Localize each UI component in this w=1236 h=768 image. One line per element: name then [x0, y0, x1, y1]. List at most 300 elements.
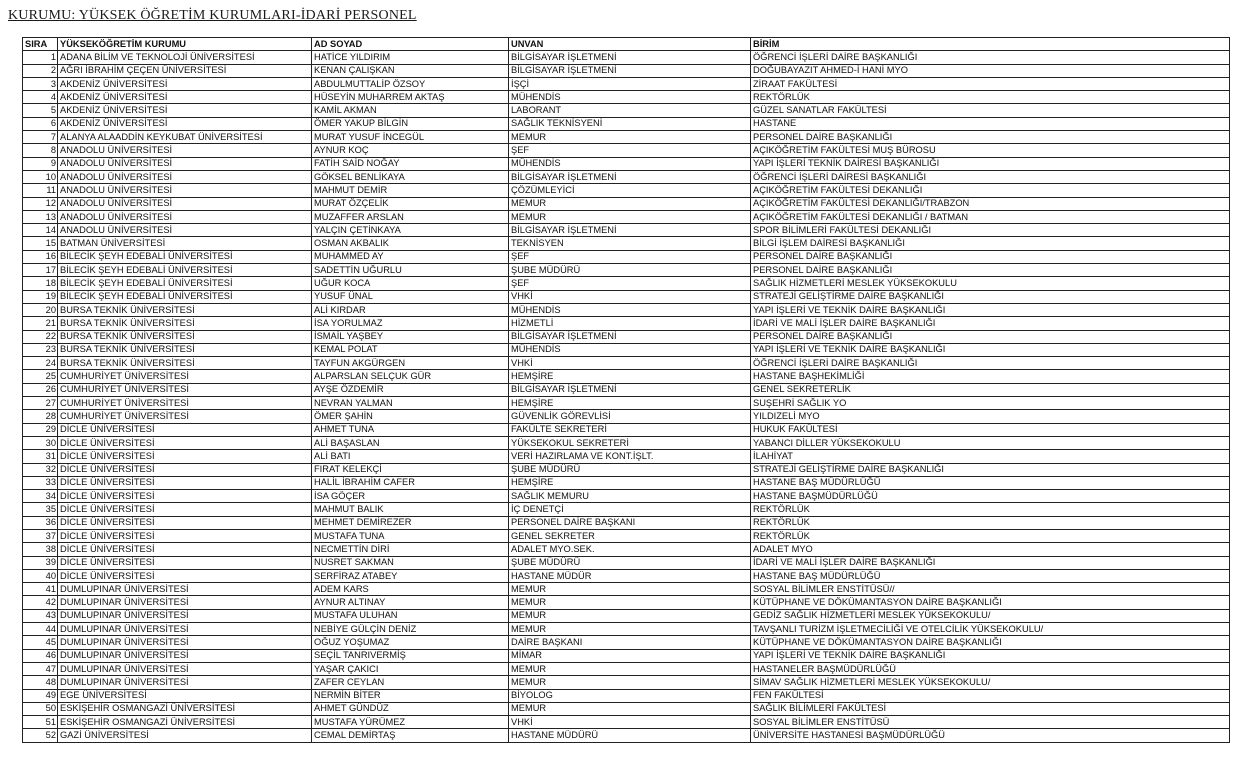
cell-sira: 27	[23, 397, 58, 410]
cell-sira: 46	[23, 649, 58, 662]
table-row	[23, 543, 1230, 556]
table-row	[23, 250, 1230, 263]
cell-birim: HASTANE	[751, 117, 1230, 130]
cell-sira: 10	[23, 170, 58, 183]
column-header-unvan: UNVAN	[509, 38, 751, 51]
cell-ad-soyad: NECMETTİN DİRİ	[312, 543, 509, 556]
table-row	[23, 689, 1230, 702]
cell-sira: 11	[23, 184, 58, 197]
cell-kurum: CUMHURİYET ÜNİVERSİTESİ	[58, 410, 312, 423]
cell-unvan: MEMUR	[509, 702, 751, 715]
cell-unvan: ÇÖZÜMLEYİCİ	[509, 184, 751, 197]
table-row	[23, 343, 1230, 356]
cell-birim: DOĞUBAYAZIT AHMED-İ HANİ MYO	[751, 64, 1230, 77]
cell-ad-soyad: UĞUR KOCA	[312, 277, 509, 290]
cell-sira: 9	[23, 157, 58, 170]
cell-sira: 26	[23, 383, 58, 396]
cell-birim: HASTANE BAŞMÜDÜRLÜĞÜ	[751, 490, 1230, 503]
cell-sira: 35	[23, 503, 58, 516]
cell-ad-soyad: GÖKSEL BENLİKAYA	[312, 170, 509, 183]
cell-sira: 29	[23, 423, 58, 436]
cell-kurum: ADANA BİLİM VE TEKNOLOJİ ÜNİVERSİTESİ	[58, 51, 312, 64]
table-row	[23, 91, 1230, 104]
table-row	[23, 716, 1230, 729]
cell-kurum: EGE ÜNİVERSİTESİ	[58, 689, 312, 702]
cell-kurum: BURSA TEKNİK ÜNİVERSİTESİ	[58, 343, 312, 356]
table-row	[23, 636, 1230, 649]
cell-birim: YAPI İŞLERİ VE TEKNİK DAİRE BAŞKANLIĞI	[751, 649, 1230, 662]
cell-unvan: BİLGİSAYAR İŞLETMENİ	[509, 224, 751, 237]
cell-ad-soyad: AHMET TUNA	[312, 423, 509, 436]
cell-ad-soyad: NEVRAN YALMAN	[312, 397, 509, 410]
cell-sira: 34	[23, 490, 58, 503]
cell-kurum: DİCLE ÜNİVERSİTESİ	[58, 436, 312, 449]
cell-ad-soyad: AYNUR ALTINAY	[312, 596, 509, 609]
cell-sira: 37	[23, 529, 58, 542]
cell-kurum: AKDENİZ ÜNİVERSİTESİ	[58, 77, 312, 90]
cell-kurum: DİCLE ÜNİVERSİTESİ	[58, 556, 312, 569]
cell-sira: 6	[23, 117, 58, 130]
cell-kurum: ANADOLU ÜNİVERSİTESİ	[58, 170, 312, 183]
cell-ad-soyad: SEÇİL TANRIVERMİŞ	[312, 649, 509, 662]
page-title: KURUMU: YÜKSEK ÖĞRETİM KURUMLARI-İDARİ PERSONEL	[8, 8, 417, 23]
cell-birim: AÇIKÖĞRETİM FAKÜLTESİ MUŞ BÜROSU	[751, 144, 1230, 157]
cell-sira: 25	[23, 370, 58, 383]
cell-sira: 23	[23, 343, 58, 356]
cell-unvan: PERSONEL DAİRE BAŞKANI	[509, 516, 751, 529]
cell-kurum: DUMLUPINAR ÜNİVERSİTESİ	[58, 649, 312, 662]
cell-unvan: İŞÇİ	[509, 77, 751, 90]
table-row	[23, 702, 1230, 715]
cell-birim: SUŞEHRİ SAĞLIK YO	[751, 397, 1230, 410]
cell-ad-soyad: MAHMUT DEMİR	[312, 184, 509, 197]
cell-birim: HASTANELER BAŞMÜDÜRLÜĞÜ	[751, 662, 1230, 675]
cell-unvan: SAĞLIK MEMURU	[509, 490, 751, 503]
table-row	[23, 170, 1230, 183]
cell-birim: HUKUK FAKÜLTESİ	[751, 423, 1230, 436]
cell-kurum: ANADOLU ÜNİVERSİTESİ	[58, 197, 312, 210]
table-row	[23, 596, 1230, 609]
table-row	[23, 662, 1230, 675]
cell-kurum: ESKİŞEHİR OSMANGAZİ ÜNİVERSİTESİ	[58, 716, 312, 729]
cell-sira: 39	[23, 556, 58, 569]
table-row	[23, 277, 1230, 290]
cell-birim: ÖĞRENCİ İŞLERİ DAİRE BAŞKANLIĞI	[751, 357, 1230, 370]
cell-birim: FEN FAKÜLTESİ	[751, 689, 1230, 702]
cell-ad-soyad: ALPARSLAN SELÇUK GÜR	[312, 370, 509, 383]
column-header-kurum: YÜKSEKÖĞRETİM KURUMU	[58, 38, 312, 51]
cell-birim: SOSYAL BİLİMLER ENSTİTÜSÜ	[751, 716, 1230, 729]
cell-kurum: DUMLUPINAR ÜNİVERSİTESİ	[58, 583, 312, 596]
cell-sira: 30	[23, 436, 58, 449]
cell-unvan: BİLGİSAYAR İŞLETMENİ	[509, 383, 751, 396]
cell-ad-soyad: ADEM KARS	[312, 583, 509, 596]
cell-birim: REKTÖRLÜK	[751, 516, 1230, 529]
table-row	[23, 423, 1230, 436]
cell-sira: 48	[23, 676, 58, 689]
cell-unvan: MEMUR	[509, 596, 751, 609]
cell-sira: 24	[23, 357, 58, 370]
table-row	[23, 303, 1230, 316]
cell-unvan: VHKİ	[509, 290, 751, 303]
cell-kurum: DUMLUPINAR ÜNİVERSİTESİ	[58, 596, 312, 609]
table-row	[23, 290, 1230, 303]
table-row	[23, 330, 1230, 343]
cell-ad-soyad: AYNUR KOÇ	[312, 144, 509, 157]
cell-kurum: ESKİŞEHİR OSMANGAZİ ÜNİVERSİTESİ	[58, 702, 312, 715]
cell-kurum: DUMLUPINAR ÜNİVERSİTESİ	[58, 676, 312, 689]
cell-unvan: HASTANE MÜDÜR	[509, 569, 751, 582]
cell-birim: PERSONEL DAİRE BAŞKANLIĞI	[751, 330, 1230, 343]
cell-kurum: AKDENİZ ÜNİVERSİTESİ	[58, 117, 312, 130]
table-row	[23, 397, 1230, 410]
cell-ad-soyad: YALÇIN ÇETİNKAYA	[312, 224, 509, 237]
cell-sira: 20	[23, 303, 58, 316]
cell-sira: 33	[23, 476, 58, 489]
table-row	[23, 729, 1230, 742]
cell-birim: HASTANE BAŞHEKİMLİĞİ	[751, 370, 1230, 383]
cell-ad-soyad: ALİ KIRDAR	[312, 303, 509, 316]
table-row	[23, 104, 1230, 117]
cell-unvan: MEMUR	[509, 662, 751, 675]
table-row	[23, 370, 1230, 383]
cell-unvan: MÜHENDİS	[509, 343, 751, 356]
cell-ad-soyad: FATİH SAİD NOĞAY	[312, 157, 509, 170]
cell-ad-soyad: HATİCE YILDIRIM	[312, 51, 509, 64]
cell-birim: YAPI İŞLERİ VE TEKNİK DAİRE BAŞKANLIĞI	[751, 303, 1230, 316]
cell-ad-soyad: SERFİRAZ ATABEY	[312, 569, 509, 582]
cell-birim: ÖĞRENCİ İŞLERİ DAİRE BAŞKANLIĞI	[751, 51, 1230, 64]
cell-ad-soyad: HALİL İBRAHİM CAFER	[312, 476, 509, 489]
cell-sira: 28	[23, 410, 58, 423]
cell-kurum: DİCLE ÜNİVERSİTESİ	[58, 476, 312, 489]
table-row	[23, 623, 1230, 636]
cell-unvan: MEMUR	[509, 676, 751, 689]
cell-ad-soyad: SADETTİN UĞURLU	[312, 264, 509, 277]
cell-unvan: MEMUR	[509, 197, 751, 210]
cell-unvan: ŞUBE MÜDÜRÜ	[509, 556, 751, 569]
cell-birim: PERSONEL DAİRE BAŞKANLIĞI	[751, 131, 1230, 144]
cell-sira: 3	[23, 77, 58, 90]
cell-sira: 7	[23, 131, 58, 144]
cell-ad-soyad: ABDULMUTTALİP ÖZSOY	[312, 77, 509, 90]
table-row	[23, 450, 1230, 463]
cell-kurum: DİCLE ÜNİVERSİTESİ	[58, 516, 312, 529]
cell-unvan: MÜHENDİS	[509, 303, 751, 316]
cell-birim: TAVŞANLI TURİZM İŞLETMECİLİĞİ VE OTELCİLİK YÜKSEKOKULU/	[751, 623, 1230, 636]
cell-birim: YABANCI DİLLER YÜKSEKOKULU	[751, 436, 1230, 449]
cell-birim: ADALET MYO	[751, 543, 1230, 556]
cell-sira: 18	[23, 277, 58, 290]
cell-birim: SİMAV SAĞLIK HİZMETLERİ MESLEK YÜKSEKOKULU/	[751, 676, 1230, 689]
cell-unvan: SAĞLIK TEKNİSYENİ	[509, 117, 751, 130]
cell-ad-soyad: YAŞAR ÇAKICI	[312, 662, 509, 675]
table-row	[23, 197, 1230, 210]
table-row	[23, 490, 1230, 503]
cell-kurum: GAZİ ÜNİVERSİTESİ	[58, 729, 312, 742]
cell-sira: 45	[23, 636, 58, 649]
table-row	[23, 609, 1230, 622]
cell-birim: PERSONEL DAİRE BAŞKANLIĞI	[751, 250, 1230, 263]
cell-birim: GENEL SEKRETERLİK	[751, 383, 1230, 396]
cell-kurum: BİLECİK ŞEYH EDEBALİ ÜNİVERSİTESİ	[58, 264, 312, 277]
cell-birim: ZİRAAT FAKÜLTESİ	[751, 77, 1230, 90]
cell-kurum: BURSA TEKNİK ÜNİVERSİTESİ	[58, 330, 312, 343]
cell-kurum: BURSA TEKNİK ÜNİVERSİTESİ	[58, 317, 312, 330]
cell-sira: 12	[23, 197, 58, 210]
cell-unvan: ŞUBE MÜDÜRÜ	[509, 463, 751, 476]
cell-kurum: DİCLE ÜNİVERSİTESİ	[58, 503, 312, 516]
cell-ad-soyad: İSA GÖÇER	[312, 490, 509, 503]
cell-birim: REKTÖRLÜK	[751, 91, 1230, 104]
cell-unvan: TEKNİSYEN	[509, 237, 751, 250]
cell-birim: KÜTÜPHANE VE DÖKÜMANTASYON DAİRE BAŞKANLIĞI	[751, 596, 1230, 609]
cell-ad-soyad: MAHMUT BALIK	[312, 503, 509, 516]
cell-sira: 32	[23, 463, 58, 476]
table-row	[23, 357, 1230, 370]
cell-unvan: ADALET MYO.SEK.	[509, 543, 751, 556]
table-row	[23, 264, 1230, 277]
cell-kurum: BATMAN ÜNİVERSİTESİ	[58, 237, 312, 250]
cell-ad-soyad: OSMAN AKBALIK	[312, 237, 509, 250]
table-row	[23, 77, 1230, 90]
cell-sira: 41	[23, 583, 58, 596]
cell-kurum: DİCLE ÜNİVERSİTESİ	[58, 450, 312, 463]
table-row	[23, 410, 1230, 423]
cell-sira: 44	[23, 623, 58, 636]
cell-kurum: DİCLE ÜNİVERSİTESİ	[58, 463, 312, 476]
cell-sira: 49	[23, 689, 58, 702]
cell-kurum: ANADOLU ÜNİVERSİTESİ	[58, 157, 312, 170]
cell-ad-soyad: AYŞE ÖZDEMİR	[312, 383, 509, 396]
table-row	[23, 556, 1230, 569]
cell-kurum: DUMLUPINAR ÜNİVERSİTESİ	[58, 662, 312, 675]
table-row	[23, 237, 1230, 250]
cell-unvan: HASTANE MÜDÜRÜ	[509, 729, 751, 742]
cell-unvan: HİZMETLİ	[509, 317, 751, 330]
cell-unvan: BİLGİSAYAR İŞLETMENİ	[509, 51, 751, 64]
cell-sira: 21	[23, 317, 58, 330]
cell-kurum: DUMLUPINAR ÜNİVERSİTESİ	[58, 623, 312, 636]
table-row	[23, 317, 1230, 330]
cell-ad-soyad: HÜSEYİN MUHARREM AKTAŞ	[312, 91, 509, 104]
cell-birim: YILDIZELİ MYO	[751, 410, 1230, 423]
cell-unvan: VERİ HAZIRLAMA VE KONT.İŞLT.	[509, 450, 751, 463]
table-row	[23, 676, 1230, 689]
cell-birim: İDARİ VE MALİ İŞLER DAİRE BAŞKANLIĞI	[751, 317, 1230, 330]
cell-sira: 42	[23, 596, 58, 609]
cell-birim: STRATEJİ GELİŞTİRME DAİRE BAŞKANLIĞI	[751, 290, 1230, 303]
cell-kurum: AKDENİZ ÜNİVERSİTESİ	[58, 104, 312, 117]
table-row	[23, 144, 1230, 157]
table-row	[23, 476, 1230, 489]
cell-unvan: HEMŞİRE	[509, 397, 751, 410]
cell-kurum: CUMHURİYET ÜNİVERSİTESİ	[58, 383, 312, 396]
cell-kurum: AĞRI İBRAHİM ÇEÇEN ÜNİVERSİTESİ	[58, 64, 312, 77]
cell-ad-soyad: KEMAL POLAT	[312, 343, 509, 356]
cell-kurum: CUMHURİYET ÜNİVERSİTESİ	[58, 370, 312, 383]
cell-kurum: DİCLE ÜNİVERSİTESİ	[58, 490, 312, 503]
cell-unvan: ŞEF	[509, 144, 751, 157]
cell-birim: HASTANE BAŞ MÜDÜRLÜĞÜ	[751, 569, 1230, 582]
cell-ad-soyad: FIRAT KELEKÇİ	[312, 463, 509, 476]
cell-unvan: HEMŞİRE	[509, 370, 751, 383]
cell-ad-soyad: YUSUF ÜNAL	[312, 290, 509, 303]
cell-unvan: MEMUR	[509, 131, 751, 144]
cell-ad-soyad: KAMİL AKMAN	[312, 104, 509, 117]
cell-ad-soyad: ZAFER CEYLAN	[312, 676, 509, 689]
cell-sira: 5	[23, 104, 58, 117]
table-row	[23, 157, 1230, 170]
cell-sira: 17	[23, 264, 58, 277]
cell-unvan: İÇ DENETÇİ	[509, 503, 751, 516]
cell-ad-soyad: KENAN ÇALIŞKAN	[312, 64, 509, 77]
cell-unvan: DAİRE BAŞKANI	[509, 636, 751, 649]
table-row	[23, 516, 1230, 529]
cell-kurum: BİLECİK ŞEYH EDEBALİ ÜNİVERSİTESİ	[58, 290, 312, 303]
cell-sira: 22	[23, 330, 58, 343]
cell-unvan: ŞUBE MÜDÜRÜ	[509, 264, 751, 277]
cell-sira: 15	[23, 237, 58, 250]
cell-unvan: ŞEF	[509, 250, 751, 263]
cell-sira: 43	[23, 609, 58, 622]
cell-kurum: DİCLE ÜNİVERSİTESİ	[58, 529, 312, 542]
cell-ad-soyad: MUSTAFA YÜRÜMEZ	[312, 716, 509, 729]
cell-sira: 36	[23, 516, 58, 529]
cell-unvan: YÜKSEKOKUL SEKRETERİ	[509, 436, 751, 449]
table-row	[23, 131, 1230, 144]
table-row	[23, 383, 1230, 396]
cell-ad-soyad: NERMİN BİTER	[312, 689, 509, 702]
cell-unvan: MÜHENDİS	[509, 157, 751, 170]
cell-kurum: BİLECİK ŞEYH EDEBALİ ÜNİVERSİTESİ	[58, 277, 312, 290]
cell-birim: İDARİ VE MALİ İŞLER DAİRE BAŞKANLIĞI	[751, 556, 1230, 569]
cell-kurum: BURSA TEKNİK ÜNİVERSİTESİ	[58, 303, 312, 316]
cell-sira: 52	[23, 729, 58, 742]
cell-birim: AÇIKÖĞRETİM FAKÜLTESİ DEKANLIĞI	[751, 184, 1230, 197]
cell-unvan: MEMUR	[509, 623, 751, 636]
cell-sira: 16	[23, 250, 58, 263]
cell-ad-soyad: OĞUZ YOŞUMAZ	[312, 636, 509, 649]
cell-ad-soyad: TAYFUN AKGÜRGEN	[312, 357, 509, 370]
cell-unvan: BİYOLOG	[509, 689, 751, 702]
table-row	[23, 51, 1230, 64]
table-row	[23, 64, 1230, 77]
cell-kurum: DİCLE ÜNİVERSİTESİ	[58, 543, 312, 556]
cell-sira: 38	[23, 543, 58, 556]
cell-ad-soyad: İSA YORULMAZ	[312, 317, 509, 330]
cell-kurum: ANADOLU ÜNİVERSİTESİ	[58, 184, 312, 197]
cell-sira: 8	[23, 144, 58, 157]
cell-unvan: BİLGİSAYAR İŞLETMENİ	[509, 330, 751, 343]
cell-unvan: BİLGİSAYAR İŞLETMENİ	[509, 170, 751, 183]
cell-ad-soyad: MUSTAFA TUNA	[312, 529, 509, 542]
cell-ad-soyad: AHMET GÜNDÜZ	[312, 702, 509, 715]
cell-ad-soyad: MUZAFFER ARSLAN	[312, 210, 509, 223]
cell-unvan: VHKİ	[509, 716, 751, 729]
cell-ad-soyad: MURAT YUSUF İNCEGÜL	[312, 131, 509, 144]
cell-birim: YAPI İŞLERİ VE TEKNİK DAİRE BAŞKANLIĞI	[751, 343, 1230, 356]
cell-ad-soyad: MUHAMMED AY	[312, 250, 509, 263]
cell-unvan: FAKÜLTE SEKRETERİ	[509, 423, 751, 436]
cell-sira: 51	[23, 716, 58, 729]
cell-birim: SAĞLIK HİZMETLERİ MESLEK YÜKSEKOKULU	[751, 277, 1230, 290]
table-row	[23, 117, 1230, 130]
cell-ad-soyad: MURAT ÖZÇELİK	[312, 197, 509, 210]
cell-sira: 2	[23, 64, 58, 77]
cell-birim: PERSONEL DAİRE BAŞKANLIĞI	[751, 264, 1230, 277]
table-row	[23, 583, 1230, 596]
cell-ad-soyad: İSMAİL YAŞBEY	[312, 330, 509, 343]
column-header-sira: SIRA	[23, 38, 58, 51]
table-row	[23, 463, 1230, 476]
cell-unvan: GÜVENLİK GÖREVLİSİ	[509, 410, 751, 423]
table-row	[23, 529, 1230, 542]
cell-birim: SAĞLIK BİLİMLERİ FAKÜLTESİ	[751, 702, 1230, 715]
table-row	[23, 649, 1230, 662]
cell-sira: 31	[23, 450, 58, 463]
cell-unvan: MEMUR	[509, 609, 751, 622]
cell-ad-soyad: ALİ BATI	[312, 450, 509, 463]
cell-birim: İLAHİYAT	[751, 450, 1230, 463]
cell-ad-soyad: ÖMER ŞAHİN	[312, 410, 509, 423]
cell-unvan: LABORANT	[509, 104, 751, 117]
cell-unvan: MİMAR	[509, 649, 751, 662]
table-body	[23, 51, 1230, 742]
cell-birim: STRATEJİ GELİŞTİRME DAİRE BAŞKANLIĞI	[751, 463, 1230, 476]
cell-kurum: CUMHURİYET ÜNİVERSİTESİ	[58, 397, 312, 410]
cell-kurum: ANADOLU ÜNİVERSİTESİ	[58, 210, 312, 223]
cell-kurum: BURSA TEKNİK ÜNİVERSİTESİ	[58, 357, 312, 370]
column-header-birim: BİRİM	[751, 38, 1230, 51]
cell-kurum: DUMLUPINAR ÜNİVERSİTESİ	[58, 609, 312, 622]
cell-birim: REKTÖRLÜK	[751, 503, 1230, 516]
cell-sira: 19	[23, 290, 58, 303]
cell-unvan: BİLGİSAYAR İŞLETMENİ	[509, 64, 751, 77]
cell-birim: REKTÖRLÜK	[751, 529, 1230, 542]
cell-birim: ÖĞRENCİ İŞLERİ DAİRESİ BAŞKANLIĞI	[751, 170, 1230, 183]
cell-birim: AÇIKÖĞRETİM FAKÜLTESİ DEKANLIĞI / BATMAN	[751, 210, 1230, 223]
cell-unvan: MEMUR	[509, 210, 751, 223]
cell-kurum: ALANYA ALAADDİN KEYKUBAT ÜNİVERSİTESİ	[58, 131, 312, 144]
cell-unvan: MÜHENDİS	[509, 91, 751, 104]
cell-ad-soyad: NEBİYE GÜLÇİN DENİZ	[312, 623, 509, 636]
cell-ad-soyad: MEHMET DEMİREZER	[312, 516, 509, 529]
table-row	[23, 210, 1230, 223]
cell-ad-soyad: CEMAL DEMİRTAŞ	[312, 729, 509, 742]
cell-unvan: ŞEF	[509, 277, 751, 290]
cell-kurum: BİLECİK ŞEYH EDEBALİ ÜNİVERSİTESİ	[58, 250, 312, 263]
cell-unvan: MEMUR	[509, 583, 751, 596]
table-row	[23, 224, 1230, 237]
cell-birim: AÇIKÖĞRETİM FAKÜLTESİ DEKANLIĞI/TRABZON	[751, 197, 1230, 210]
cell-sira: 47	[23, 662, 58, 675]
column-header-ad-soyad: AD SOYAD	[312, 38, 509, 51]
cell-ad-soyad: ALİ BAŞASLAN	[312, 436, 509, 449]
cell-kurum: ANADOLU ÜNİVERSİTESİ	[58, 224, 312, 237]
cell-sira: 14	[23, 224, 58, 237]
cell-sira: 40	[23, 569, 58, 582]
table-row	[23, 436, 1230, 449]
cell-birim: SPOR BİLİMLERİ FAKÜLTESİ DEKANLIĞI	[751, 224, 1230, 237]
cell-birim: SOSYAL BİLİMLER ENSTİTÜSÜ//	[751, 583, 1230, 596]
cell-unvan: VHKİ	[509, 357, 751, 370]
cell-kurum: AKDENİZ ÜNİVERSİTESİ	[58, 91, 312, 104]
cell-unvan: GENEL SEKRETER	[509, 529, 751, 542]
cell-kurum: DİCLE ÜNİVERSİTESİ	[58, 569, 312, 582]
cell-ad-soyad: ÖMER YAKUP BİLGİN	[312, 117, 509, 130]
cell-kurum: DUMLUPINAR ÜNİVERSİTESİ	[58, 636, 312, 649]
